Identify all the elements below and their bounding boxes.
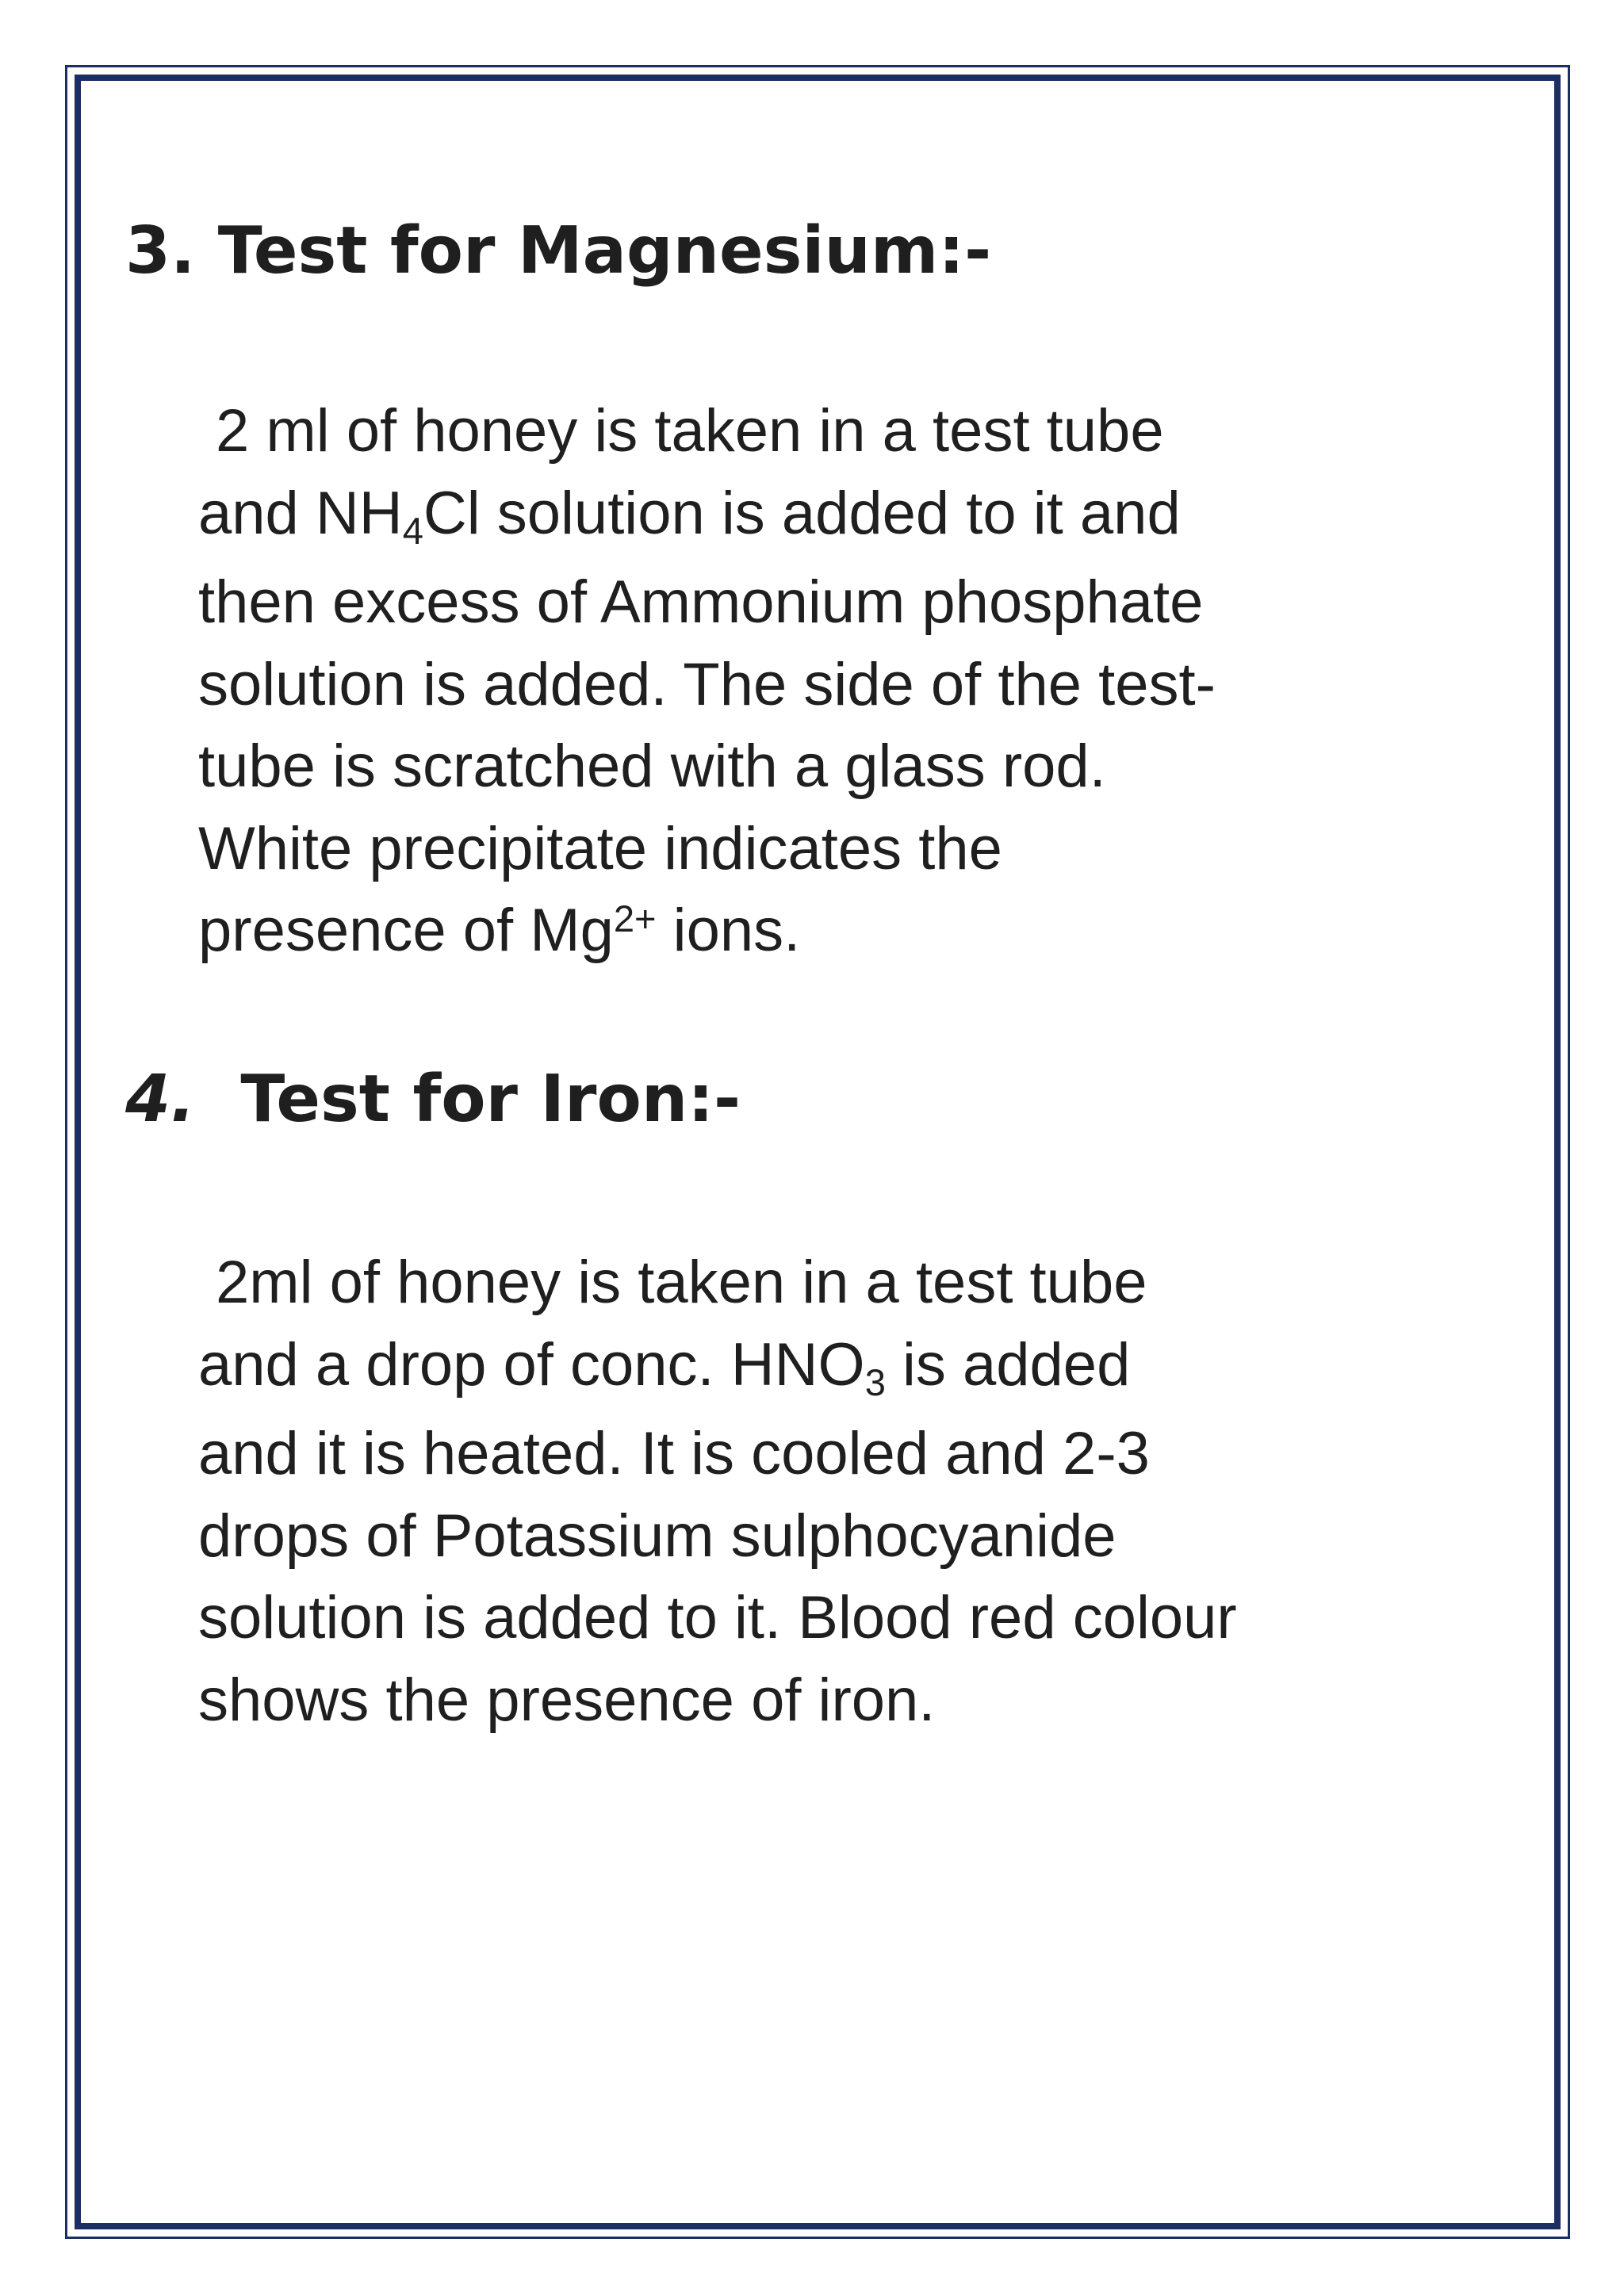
text-run: and NH [198,479,403,547]
subscript: 4 [402,509,423,552]
section-body-magnesium [198,390,1216,979]
body-line: 2 ml of honey is taken in a test tube [216,397,1164,465]
subscript: 3 [864,1360,886,1403]
text-run: ions. [656,897,801,964]
body-line: White precipitate indicates the [198,814,1002,882]
body-line: shows the presence of iron. [198,1666,936,1734]
body-line: solution is added. The side of the test- [198,650,1216,718]
body-line: tube is scratched with a glass rod. [198,733,1106,800]
section-number: 3. [125,213,196,289]
body-line: drops of Potassium sulphocyanide [198,1502,1116,1570]
text-run: and a drop of conc. HNO [198,1330,865,1399]
body-line [198,473,1216,562]
text-run: Cl solution is added to it and [423,479,1181,547]
body-line [198,890,1216,979]
body-line: 2ml of honey is taken in a test tube [216,1249,1147,1316]
section-title: Test for Iron:- [240,1062,741,1137]
body-line: and it is heated. It is cooled and 2-3 [198,1420,1150,1487]
section-body-iron [198,1242,1237,1741]
section-title: Test for Magnesium:- [217,213,992,289]
body-line: then excess of Ammonium phosphate [198,568,1204,636]
section-heading-iron [125,1062,741,1137]
body-line: solution is added to it. Blood red colour [198,1584,1237,1651]
text-run: presence of Mg [198,897,614,964]
text-run: is added [885,1330,1131,1399]
superscript: 2+ [613,897,657,939]
section-number: 4. [125,1062,196,1137]
body-line [198,1324,1237,1414]
section-heading-magnesium [125,213,992,289]
